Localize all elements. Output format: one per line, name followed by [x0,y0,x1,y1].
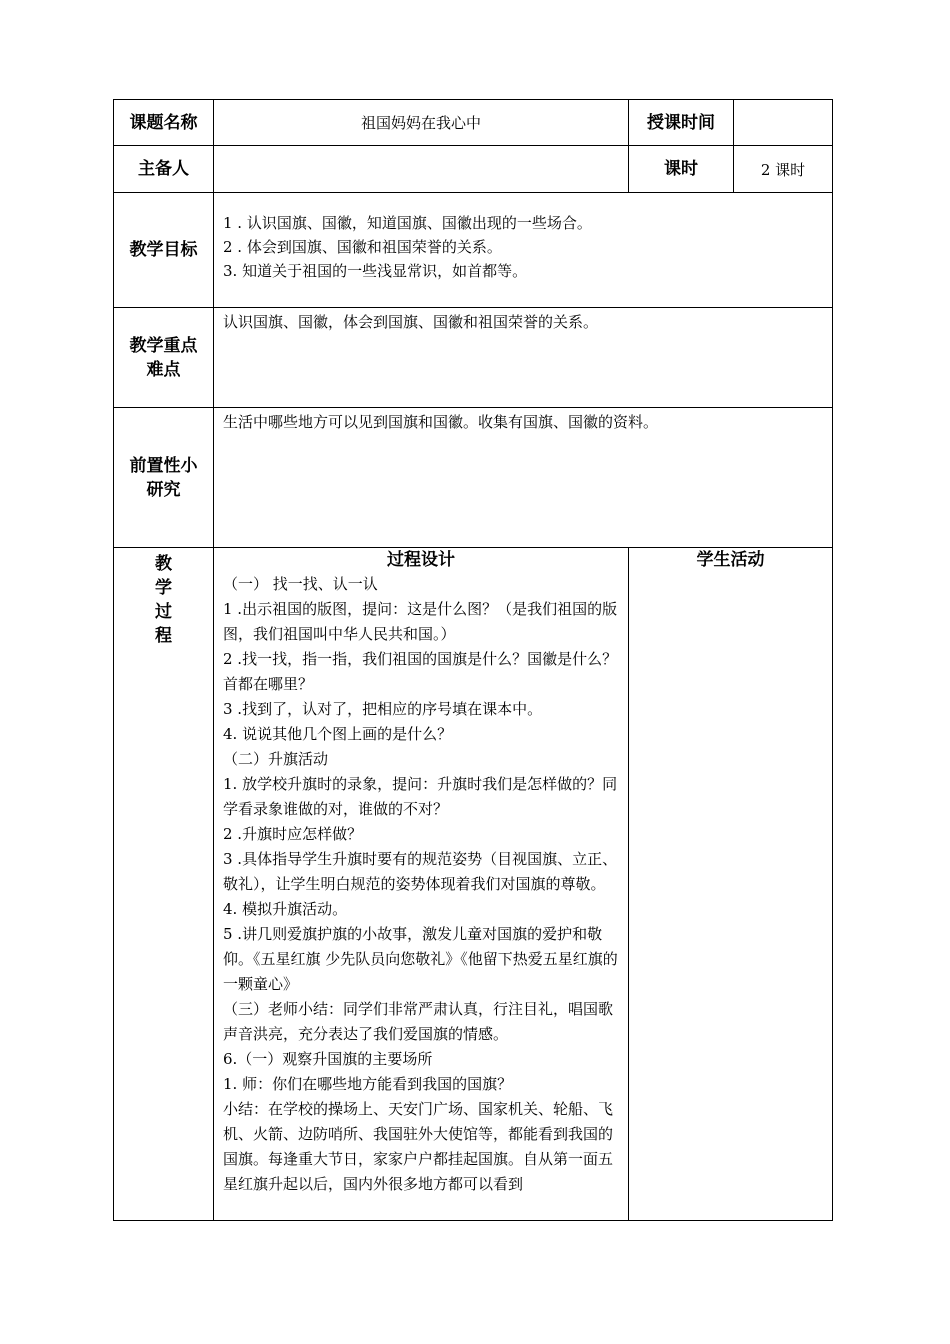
process-line: 1. 师：你们在哪些地方能看到我国的国旗？ [223,1075,513,1093]
class-time-value [734,100,833,146]
process-row [114,548,833,1221]
process-line: 5 .讲几则爱旗护旗的小故事，激发儿童对国旗的爱护和敬仰。《五星红旗 少先队员向您敬礼》《他留下热爱五星红旗的一颗童心》 [223,925,618,993]
process-label-char: 教 [155,554,172,574]
pre-study-label-line1: 前置性小 [129,455,198,476]
goals-label: 教学目标 [114,193,214,308]
goal-item: 3. 知道关于祖国的一些浅显常识，如首都等。 [223,262,528,280]
topic-row [114,100,833,146]
process-line: 2 .升旗时应怎样做？ [223,825,363,843]
lesson-plan-table [113,99,833,1221]
preparer-label: 主备人 [114,146,214,193]
process-line: 1 .出示祖国的版图，提问：这是什么图？（是我们祖国的版图，我们祖国叫中华人民共和国。） [223,600,618,643]
pre-study-text: 生活中哪些地方可以见到国旗和国徽。收集有国旗、国徽的资料。 [214,408,833,548]
process-line: 1. 放学校升旗时的录象，提问：升旗时我们是怎样做的？同学看录象谁做的对，谁做的不对？ [223,775,618,818]
process-line: 4. 说说其他几个图上画的是什么？ [223,725,453,743]
goal-item: 1 . 认识国旗、国徽，知道国旗、国徽出现的一些场合。 [223,214,592,232]
class-time-label: 授课时间 [629,100,734,146]
pre-study-label-line2: 研究 [146,479,181,500]
goals-row [114,193,833,308]
preparer-value [214,146,629,193]
goal-item: 2 . 体会到国旗、国徽和祖国荣誉的关系。 [223,238,502,256]
process-label-char: 过 [155,602,172,622]
student-activity-cell [629,548,833,1221]
process-line: 2 .找一找，指一指，我们祖国的国旗是什么？国徽是什么？首都在哪里？ [223,650,618,693]
preparer-row [114,146,833,193]
key-points-label-line1: 教学重点 [129,335,198,356]
process-line: 小结：在学校的操场上、天安门广场、国家机关、轮船、飞机、火箭、边防哨所、我国驻外大使馆等，都能看到我国的国旗。每逢重大节日，家家户户都挂起国旗。自从第一面五星红旗升起以后，国内外很多地方都可以看到 [223,1100,614,1193]
process-label-char: 程 [155,626,172,646]
topic-value: 祖国妈妈在我心中 [214,100,629,146]
process-label [114,548,214,1221]
key-points-label [114,308,214,408]
process-line: 3 .找到了，认对了，把相应的序号填在课本中。 [223,700,543,718]
process-design-header: 过程设计 [387,550,455,570]
process-label-char: 学 [155,578,172,598]
process-line: 3 .具体指导学生升旗时要有的规范姿势（目视国旗、立正、敬礼），让学生明白规范的姿势体现着我们对国旗的尊敬。 [223,850,618,893]
process-line: 6.（一）观察升国旗的主要场所 [223,1050,433,1068]
process-line: （二）升旗活动 [223,750,329,768]
process-design-cell [214,548,629,1221]
student-activity-header: 学生活动 [696,550,765,570]
key-points-text: 认识国旗、国徽，体会到国旗、国徽和祖国荣誉的关系。 [214,308,833,408]
topic-label: 课题名称 [114,100,214,146]
pre-study-label [114,408,214,548]
goals-content [214,193,833,308]
process-line: （三）老师小结：同学们非常严肃认真，行注目礼，唱国歌声音洪亮，充分表达了我们爱国旗的情感。 [223,1000,614,1043]
process-line: 4. 模拟升旗活动。 [223,900,348,918]
pre-study-row [114,408,833,548]
key-points-label-line2: 难点 [146,359,181,380]
class-hours-value: 2 课时 [734,146,833,193]
key-points-row [114,308,833,408]
class-hours-label: 课时 [629,146,734,193]
process-line: （一） 找一找、认一认 [223,575,378,593]
